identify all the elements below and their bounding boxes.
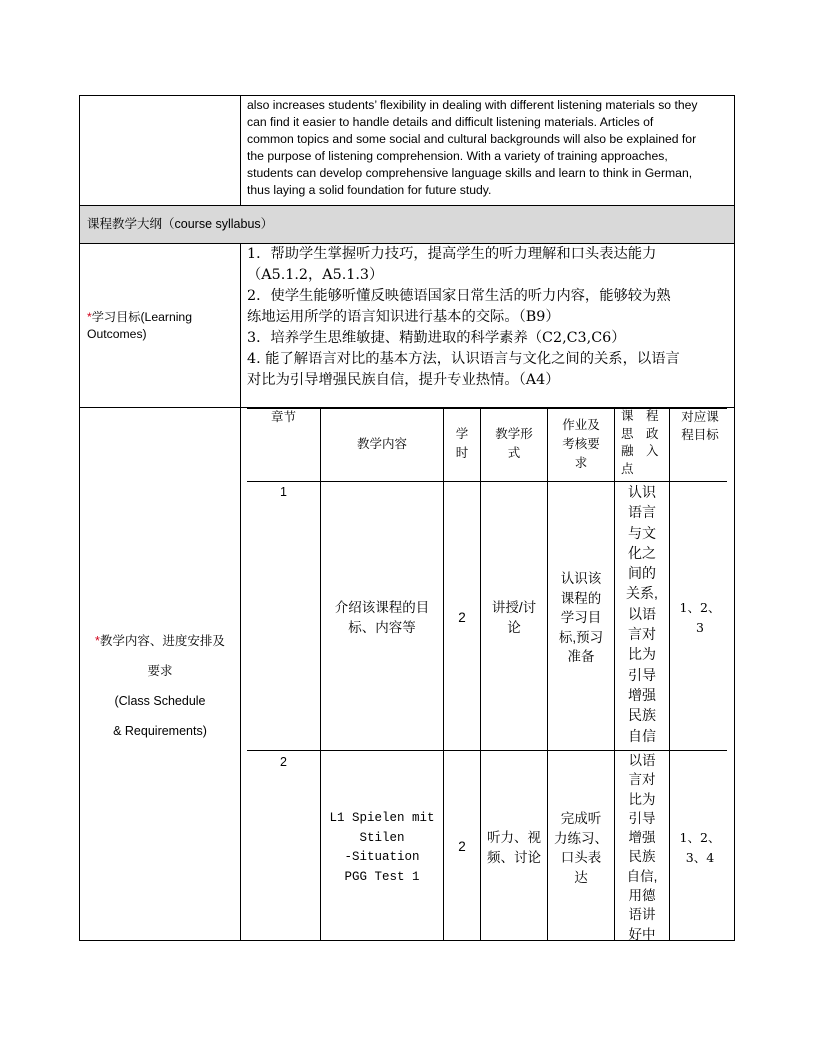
row1-homework-line: 标,预习 — [558, 629, 604, 645]
row2-ideology-line: 自信, — [626, 868, 658, 884]
header-homework-line: 作业及 — [562, 418, 600, 432]
header-chapter: 章节 — [270, 410, 296, 424]
row2-ideology — [615, 751, 669, 944]
header-objective — [670, 408, 730, 444]
row1-homework-line: 认识该 — [560, 571, 602, 586]
inner-col-sep-2 — [443, 408, 444, 941]
header-hours-line: 时 — [455, 446, 469, 460]
row-separator-1 — [79, 205, 735, 206]
row1-hours: 2 — [458, 610, 466, 625]
table-border-left — [79, 95, 80, 941]
outcome-line: 练地运用所学的语言知识进行基本的交际。（B9） — [247, 309, 560, 325]
row2-content — [321, 809, 443, 887]
outcome-line: 1．帮助学生掌握听力技巧，提高学生的听力理解和口头表达能力 — [247, 246, 657, 262]
required-asterisk: * — [95, 634, 100, 648]
row1-form-line: 论 — [507, 619, 521, 635]
header-homework-line: 考核要 — [562, 437, 600, 451]
row1-objective-line: 1、2、 — [679, 600, 721, 615]
intro-line: the purpose of listening comprehension. With a variety of training approaches, — [247, 149, 668, 163]
schedule-label-line3: (Class Schedule — [114, 694, 206, 708]
syllabus-header: 课程教学大纲（course syllabus） — [87, 217, 274, 231]
row1-ideology-line: 民族 — [628, 707, 656, 724]
row1-content-line: 介绍该课程的目 — [334, 600, 430, 615]
header-form-line: 教学形 — [495, 427, 533, 441]
row1-homework-line: 学习目 — [560, 610, 602, 625]
row1-ideology-line: 与文 — [628, 524, 656, 541]
outcome-line: 4. 能了解语言对比的基本方法，认识语言与文化之间的关系，以语言 — [247, 351, 680, 367]
row2-content-line: Stilen — [359, 830, 405, 845]
header-ideology-line: 融 入 — [621, 444, 659, 458]
row2-ideology-line: 比为 — [628, 791, 656, 807]
row1-ideology-line: 言对 — [628, 626, 656, 643]
row1-ideology-line: 以语 — [628, 605, 656, 622]
main-column-separator-bottom — [240, 243, 241, 941]
row1-objective — [670, 598, 730, 637]
row2-form-line: 频、讨论 — [487, 849, 541, 865]
header-hours-line: 学 — [455, 427, 469, 441]
header-ideology-line: 思 政 — [621, 426, 659, 441]
row2-content-line: L1 Spielen mit — [329, 811, 435, 825]
header-ideology — [615, 408, 669, 478]
row2-content-line: PGG Test 1 — [344, 869, 420, 884]
schedule-label-line4: & Requirements) — [113, 724, 207, 738]
row2-content-line: -Situation — [344, 850, 420, 864]
schedule-label — [80, 626, 240, 746]
row2-ideology-line: 引导 — [628, 810, 656, 826]
row2-chapter: 2 — [280, 755, 287, 769]
row2-form — [481, 828, 547, 867]
row1-ideology-line: 自信 — [628, 727, 656, 744]
row1-chapter: 1 — [280, 485, 287, 499]
schedule-label-line1: 教学内容、进度安排及 — [99, 634, 225, 648]
row2-ideology-line: 增强 — [628, 830, 656, 846]
row2-homework-line: 完成听 — [560, 811, 602, 826]
row1-ideology-line: 引导 — [628, 666, 656, 683]
row2-ideology-line: 以语 — [628, 753, 656, 768]
row1-form-line: 讲授/讨 — [491, 600, 537, 615]
table-border-right — [734, 95, 735, 941]
row1-homework-line: 课程的 — [560, 590, 602, 606]
outcomes-list — [247, 244, 732, 391]
row1-objective-line: 3 — [696, 619, 704, 635]
row2-ideology-line: 语讲 — [628, 907, 656, 923]
intro-line: students can develop comprehensive language skills and learn to think in German, — [247, 166, 693, 180]
header-content: 教学内容 — [356, 437, 407, 451]
row2-hours: 2 — [458, 839, 466, 854]
row1-ideology-line: 间的 — [628, 565, 656, 582]
outcomes-label-line2: Outcomes) — [87, 327, 147, 341]
row2-objective-line: 1、2、 — [679, 830, 721, 845]
header-ideology-line: 课 程 — [621, 409, 659, 423]
row1-ideology-line: 比为 — [628, 646, 656, 663]
outcomes-label — [87, 309, 192, 343]
row2-form-line: 听力、视 — [487, 830, 541, 845]
row1-ideology — [615, 482, 669, 746]
outcome-line: （A5.1.2，A5.1.3） — [247, 267, 384, 283]
header-hours — [444, 425, 480, 463]
row1-content — [321, 598, 443, 637]
row1-ideology-line: 增强 — [628, 686, 656, 703]
table-border-top — [79, 95, 735, 96]
header-objective-line: 对应课 — [681, 410, 719, 424]
outcome-line: 3．培养学生思维敏捷、精勤进取的科学素养（C2,C3,C6） — [247, 330, 626, 346]
main-column-separator-top — [240, 95, 241, 206]
row2-homework-line: 力练习、 — [554, 830, 608, 846]
row1-ideology-line: 认识 — [628, 484, 656, 500]
row2-homework — [548, 809, 614, 887]
row1-ideology-line: 语言 — [628, 504, 656, 521]
row1-ideology-line: 关系, — [626, 585, 658, 602]
row2-homework-line: 口头表 — [560, 850, 602, 865]
intro-line: common topics and some social and cultural backgrounds will also be explained for — [247, 132, 697, 146]
header-homework-line: 求 — [574, 456, 588, 470]
row1-ideology-line: 化之 — [628, 544, 656, 561]
outcome-line: 对比为引导增强民族自信，提升专业热情。（A4） — [247, 372, 560, 388]
header-form-line: 式 — [507, 446, 521, 460]
row1-homework-line: 准备 — [567, 649, 595, 664]
intro-line: also increases students’ flexibility in dealing with different listening materials so they — [247, 98, 698, 112]
row2-ideology-line: 言对 — [628, 772, 656, 788]
row2-ideology-line: 用德 — [628, 888, 656, 904]
intro-line: can find it easier to handle details and difficult listening materials. Articles of — [247, 115, 654, 129]
row1-form — [481, 598, 547, 637]
schedule-label-line2: 要求 — [147, 664, 173, 678]
row2-objective — [670, 828, 730, 867]
header-homework — [548, 416, 614, 473]
header-objective-line: 程目标 — [681, 428, 719, 442]
row1-content-line: 标、内容等 — [348, 619, 416, 635]
header-ideology-line: 点 — [621, 461, 634, 476]
row2-ideology-line: 好中 — [628, 926, 656, 942]
row2-ideology-line: 民族 — [628, 849, 656, 865]
required-asterisk: * — [87, 310, 92, 324]
intro-line: thus laying a solid foundation for future study. — [247, 183, 492, 197]
outcomes-label-line1: 学习目标(Learning — [91, 310, 192, 324]
row2-homework-line: 达 — [574, 869, 588, 885]
header-form — [481, 425, 547, 463]
outcome-line: 2．使学生能够听懂反映德语国家日常生活的听力内容，能够较为熟 — [247, 288, 671, 304]
row2-objective-line: 3、4 — [685, 849, 715, 865]
intro-text — [247, 97, 732, 199]
row1-homework — [548, 569, 614, 667]
